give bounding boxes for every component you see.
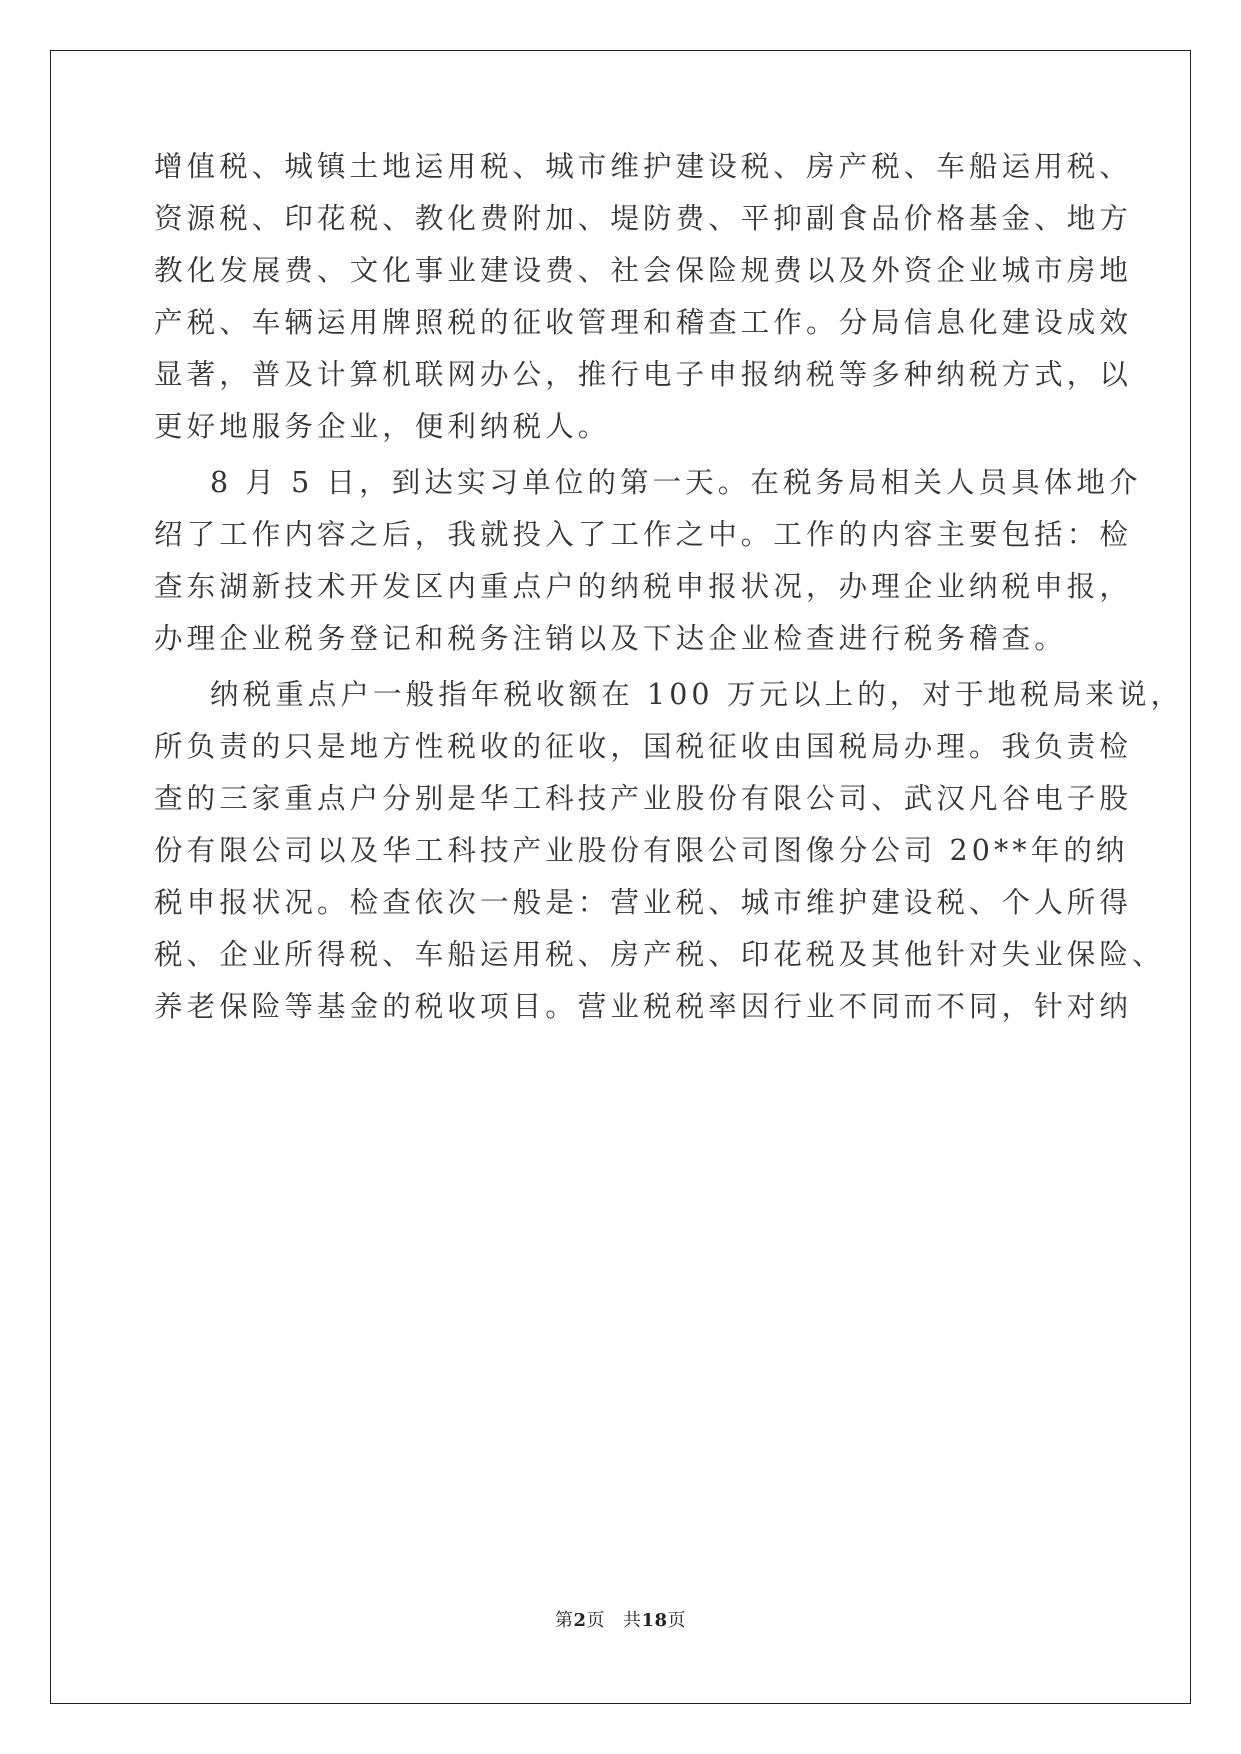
paragraph-first-line: 纳税重点户一般指年税收额在 100 万元以上的，对于地税局来说， bbox=[210, 678, 1184, 711]
footer-total-prefix: 共 bbox=[622, 1610, 642, 1631]
text-line: 办理企业税务登记和税务注销以及下达企业检查进行税务稽查。 bbox=[154, 622, 1067, 655]
text-line: 显著，普及计算机联网办公，推行电子申报纳税等多种纳税方式，以 bbox=[154, 358, 1133, 391]
text-line: 查的三家重点户分别是华工科技产业股份有限公司、武汉凡谷电子股 bbox=[154, 782, 1133, 815]
text-line: 税申报状况。检查依次一般是：营业税、城市维护建设税、个人所得 bbox=[154, 886, 1133, 919]
text-line: 产税、车辆运用牌照税的征收管理和稽查工作。分局信息化建设成效 bbox=[154, 306, 1133, 339]
text-line: 更好地服务企业，便利纳税人。 bbox=[154, 410, 611, 443]
text-line: 增值税、城镇土地运用税、城市维护建设税、房产税、车船运用税、 bbox=[154, 150, 1133, 183]
text-line: 绍了工作内容之后，我就投入了工作之中。工作的内容主要包括：检 bbox=[154, 518, 1133, 551]
text-line: 资源税、印花税、教化费附加、堤防费、平抑副食品价格基金、地方 bbox=[154, 202, 1133, 235]
footer-page-suffix: 页 bbox=[586, 1610, 605, 1631]
footer-total-pages: 18 bbox=[641, 1610, 668, 1631]
text-line: 份有限公司以及华工科技产业股份有限公司图像分公司 20**年的纳 bbox=[154, 834, 1129, 867]
footer-page-number: 2 bbox=[573, 1610, 587, 1631]
text-line: 税、企业所得税、车船运用税、房产税、印花税及其他针对失业保险、 bbox=[154, 938, 1165, 971]
paragraph-first-line: 8 月 5 日，到达实习单位的第一天。在税务局相关人员具体地介 bbox=[210, 466, 1142, 499]
page-footer bbox=[0, 1606, 1241, 1632]
text-line: 查东湖新技术开发区内重点户的纳税申报状况，办理企业纳税申报， bbox=[154, 570, 1133, 603]
text-line: 教化发展费、文化事业建设费、社会保险规费以及外资企业城市房地 bbox=[154, 254, 1133, 287]
text-line: 养老保险等基金的税收项目。营业税税率因行业不同而不同，针对纳 bbox=[154, 990, 1133, 1023]
footer-page-prefix: 第 bbox=[554, 1610, 574, 1631]
footer-total-suffix: 页 bbox=[667, 1610, 687, 1631]
text-line: 所负责的只是地方性税收的征收，国税征收由国税局办理。我负责检 bbox=[154, 730, 1133, 763]
